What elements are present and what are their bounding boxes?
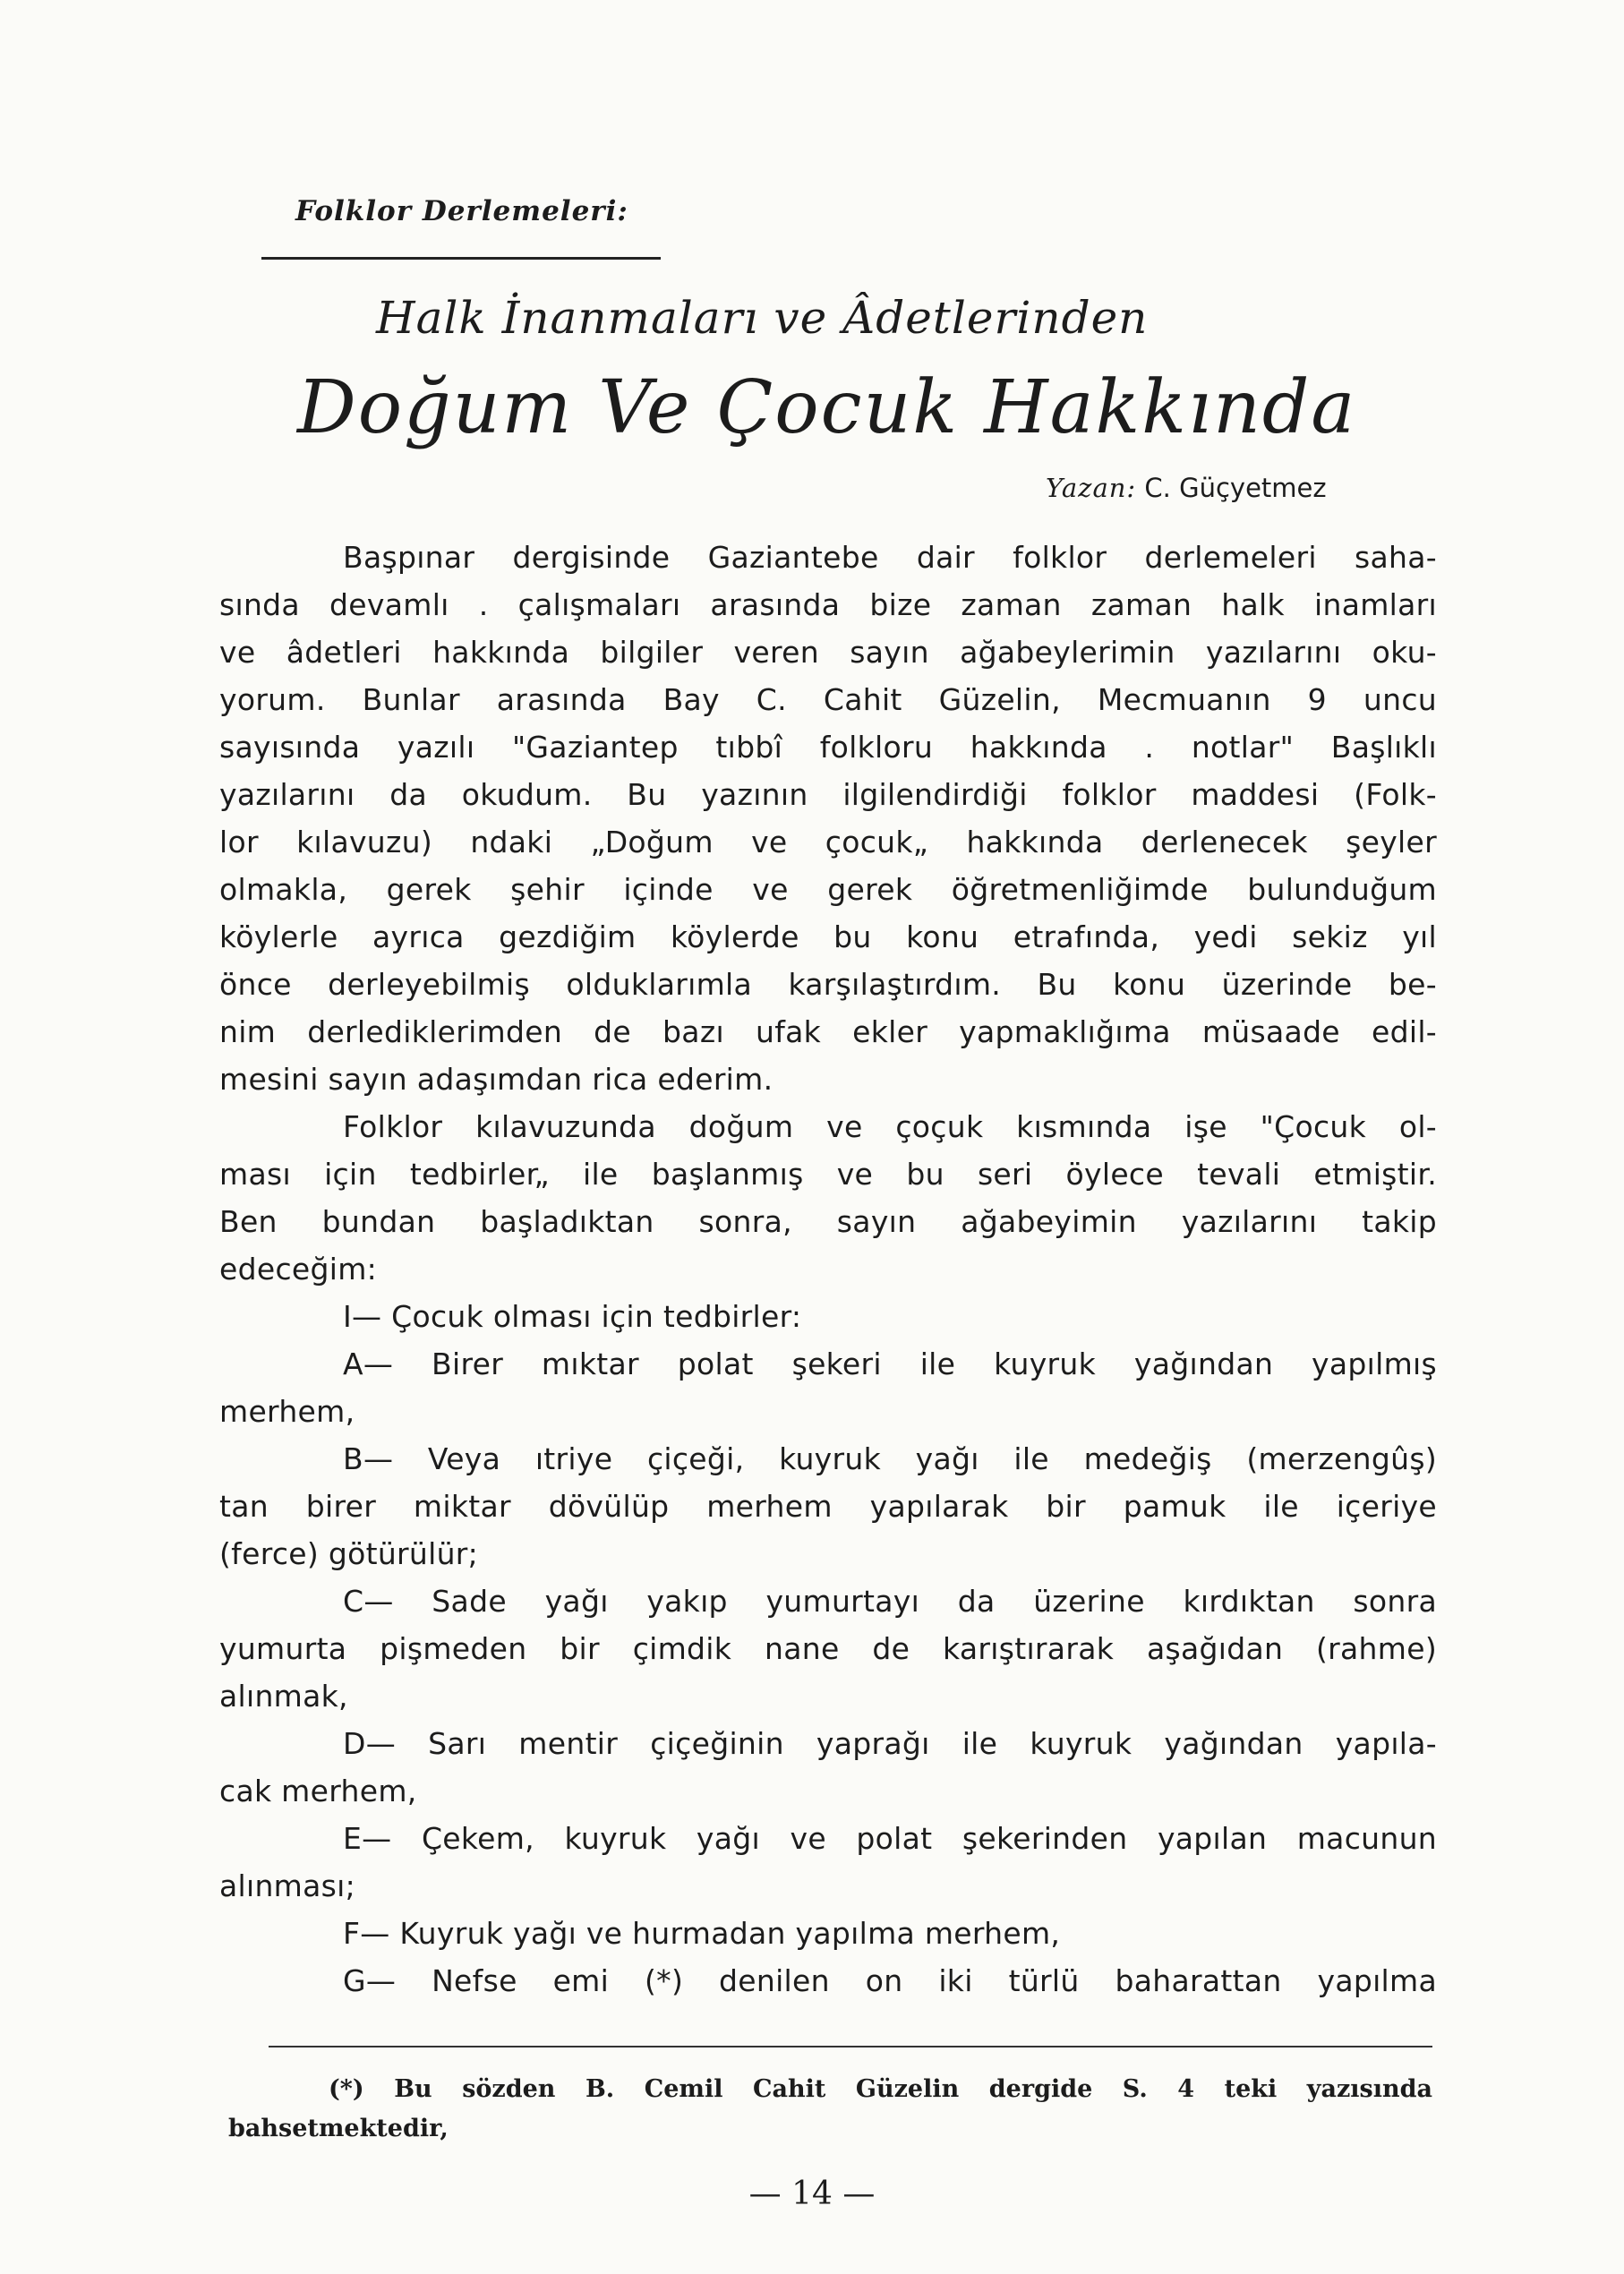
page-number: — 14 — (748, 2176, 876, 2212)
body-line: mesini sayın adaşımdan rica ederim. (219, 1062, 774, 1097)
body-line: cak merhem, (219, 1774, 417, 1808)
article-body (219, 534, 1437, 2005)
body-line: önce derleyebilmiş olduklarımla karşılaştırdım. Bu konu üzerinde be- (219, 967, 1437, 1002)
body-line: olmakla, gerek şehir içinde ve gerek öğretmenliğimde bulunduğum (219, 872, 1437, 907)
body-line: yazılarını da okudum. Bu yazının ilgilendirdiği folklor maddesi (Folk- (219, 777, 1437, 812)
body-line: F— Kuyruk yağı ve hurmadan yapılma merhem, (343, 1916, 1061, 1951)
body-line: D— Sarı mentir çiçeğinin yaprağı ile kuyruk yağından yapıla- (343, 1726, 1437, 1761)
body-line: köylerle ayrıca gezdiğim köylerde bu konu etrafında, yedi sekiz yıl (219, 919, 1437, 954)
body-line: Başpınar dergisinde Gaziantebe dair folklor derlemeleri saha- (343, 540, 1437, 575)
section-label-underline (261, 257, 661, 260)
author-byline (1046, 473, 1327, 503)
body-line: ması için tedbirler„ ile başlanmış ve bu seri öylece tevali etmiştir. (219, 1157, 1437, 1192)
footnote (228, 2070, 1432, 2149)
body-line: alınması; (219, 1868, 356, 1903)
body-line: nim derlediklerimden de bazı ufak ekler yapmaklığıma müsaade edil- (219, 1014, 1437, 1049)
body-line: yorum. Bunlar arasında Bay C. Cahit Güzelin, Mecmuanın 9 uncu (219, 682, 1437, 717)
footnote-line: (*) Bu sözden B. Cemil Cahit Güzelin dergide S. 4 teki yazısında (329, 2075, 1432, 2103)
title-line-2: Doğum Ve Çocuk Hakkında (297, 365, 1357, 450)
body-line: yumurta pişmeden bir çimdik nane de karıştırarak aşağıdan (rahme) (219, 1631, 1437, 1666)
body-line: edeceğim: (219, 1252, 378, 1287)
body-line: Ben bundan başladıktan sonra, sayın ağabeyimin yazılarını takip (219, 1204, 1437, 1239)
footnote-separator (269, 2046, 1432, 2047)
title-line-1: Halk İnanmaları ve Âdetlerinden (376, 292, 1149, 344)
footnote-line: bahsetmektedir, (228, 2115, 449, 2142)
body-line: tan birer miktar dövülüp merhem yapılarak bir pamuk ile içeriye (219, 1489, 1437, 1524)
body-line: alınmak, (219, 1679, 348, 1714)
body-line: sayısında yazılı "Gaziantep tıbbî folkloru hakkında . notlar" Başlıklı (219, 730, 1437, 765)
body-line: I— Çocuk olması için tedbirler: (343, 1299, 802, 1334)
body-line: lor kılavuzu) ndaki „Doğum ve çocuk„ hakkında derlenecek şeyler (219, 825, 1437, 859)
body-line: G— Nefse emi (*) denilen on iki türlü baharattan yapılma (343, 1963, 1437, 1998)
author-role: Yazan: (1046, 473, 1137, 503)
body-line: A— Birer mıktar polat şekeri ile kuyruk yağından yapılmış (343, 1346, 1437, 1381)
body-line: Folklor kılavuzunda doğum ve çoçuk kısmında işe "Çocuk ol- (343, 1109, 1437, 1144)
body-line: C— Sade yağı yakıp yumurtayı da üzerine kırdıktan sonra (343, 1584, 1437, 1619)
section-label: Folklor Derlemeleri: (295, 195, 628, 227)
body-line: merhem, (219, 1394, 355, 1429)
body-line: (ferce) götürülür; (219, 1536, 479, 1571)
author-name: C. Güçyetmez (1144, 473, 1327, 503)
body-line: ve âdetleri hakkında bilgiler veren sayın ağabeylerimin yazılarını oku- (219, 635, 1437, 670)
body-line: E— Çekem, kuyruk yağı ve polat şekerinden yapılan macunun (343, 1821, 1437, 1856)
body-line: sında devamlı . çalışmaları arasında bize zaman zaman halk inamları (219, 587, 1437, 622)
body-line: B— Veya ıtriye çiçeği, kuyruk yağı ile medeğiş (merzengûş) (343, 1441, 1437, 1476)
